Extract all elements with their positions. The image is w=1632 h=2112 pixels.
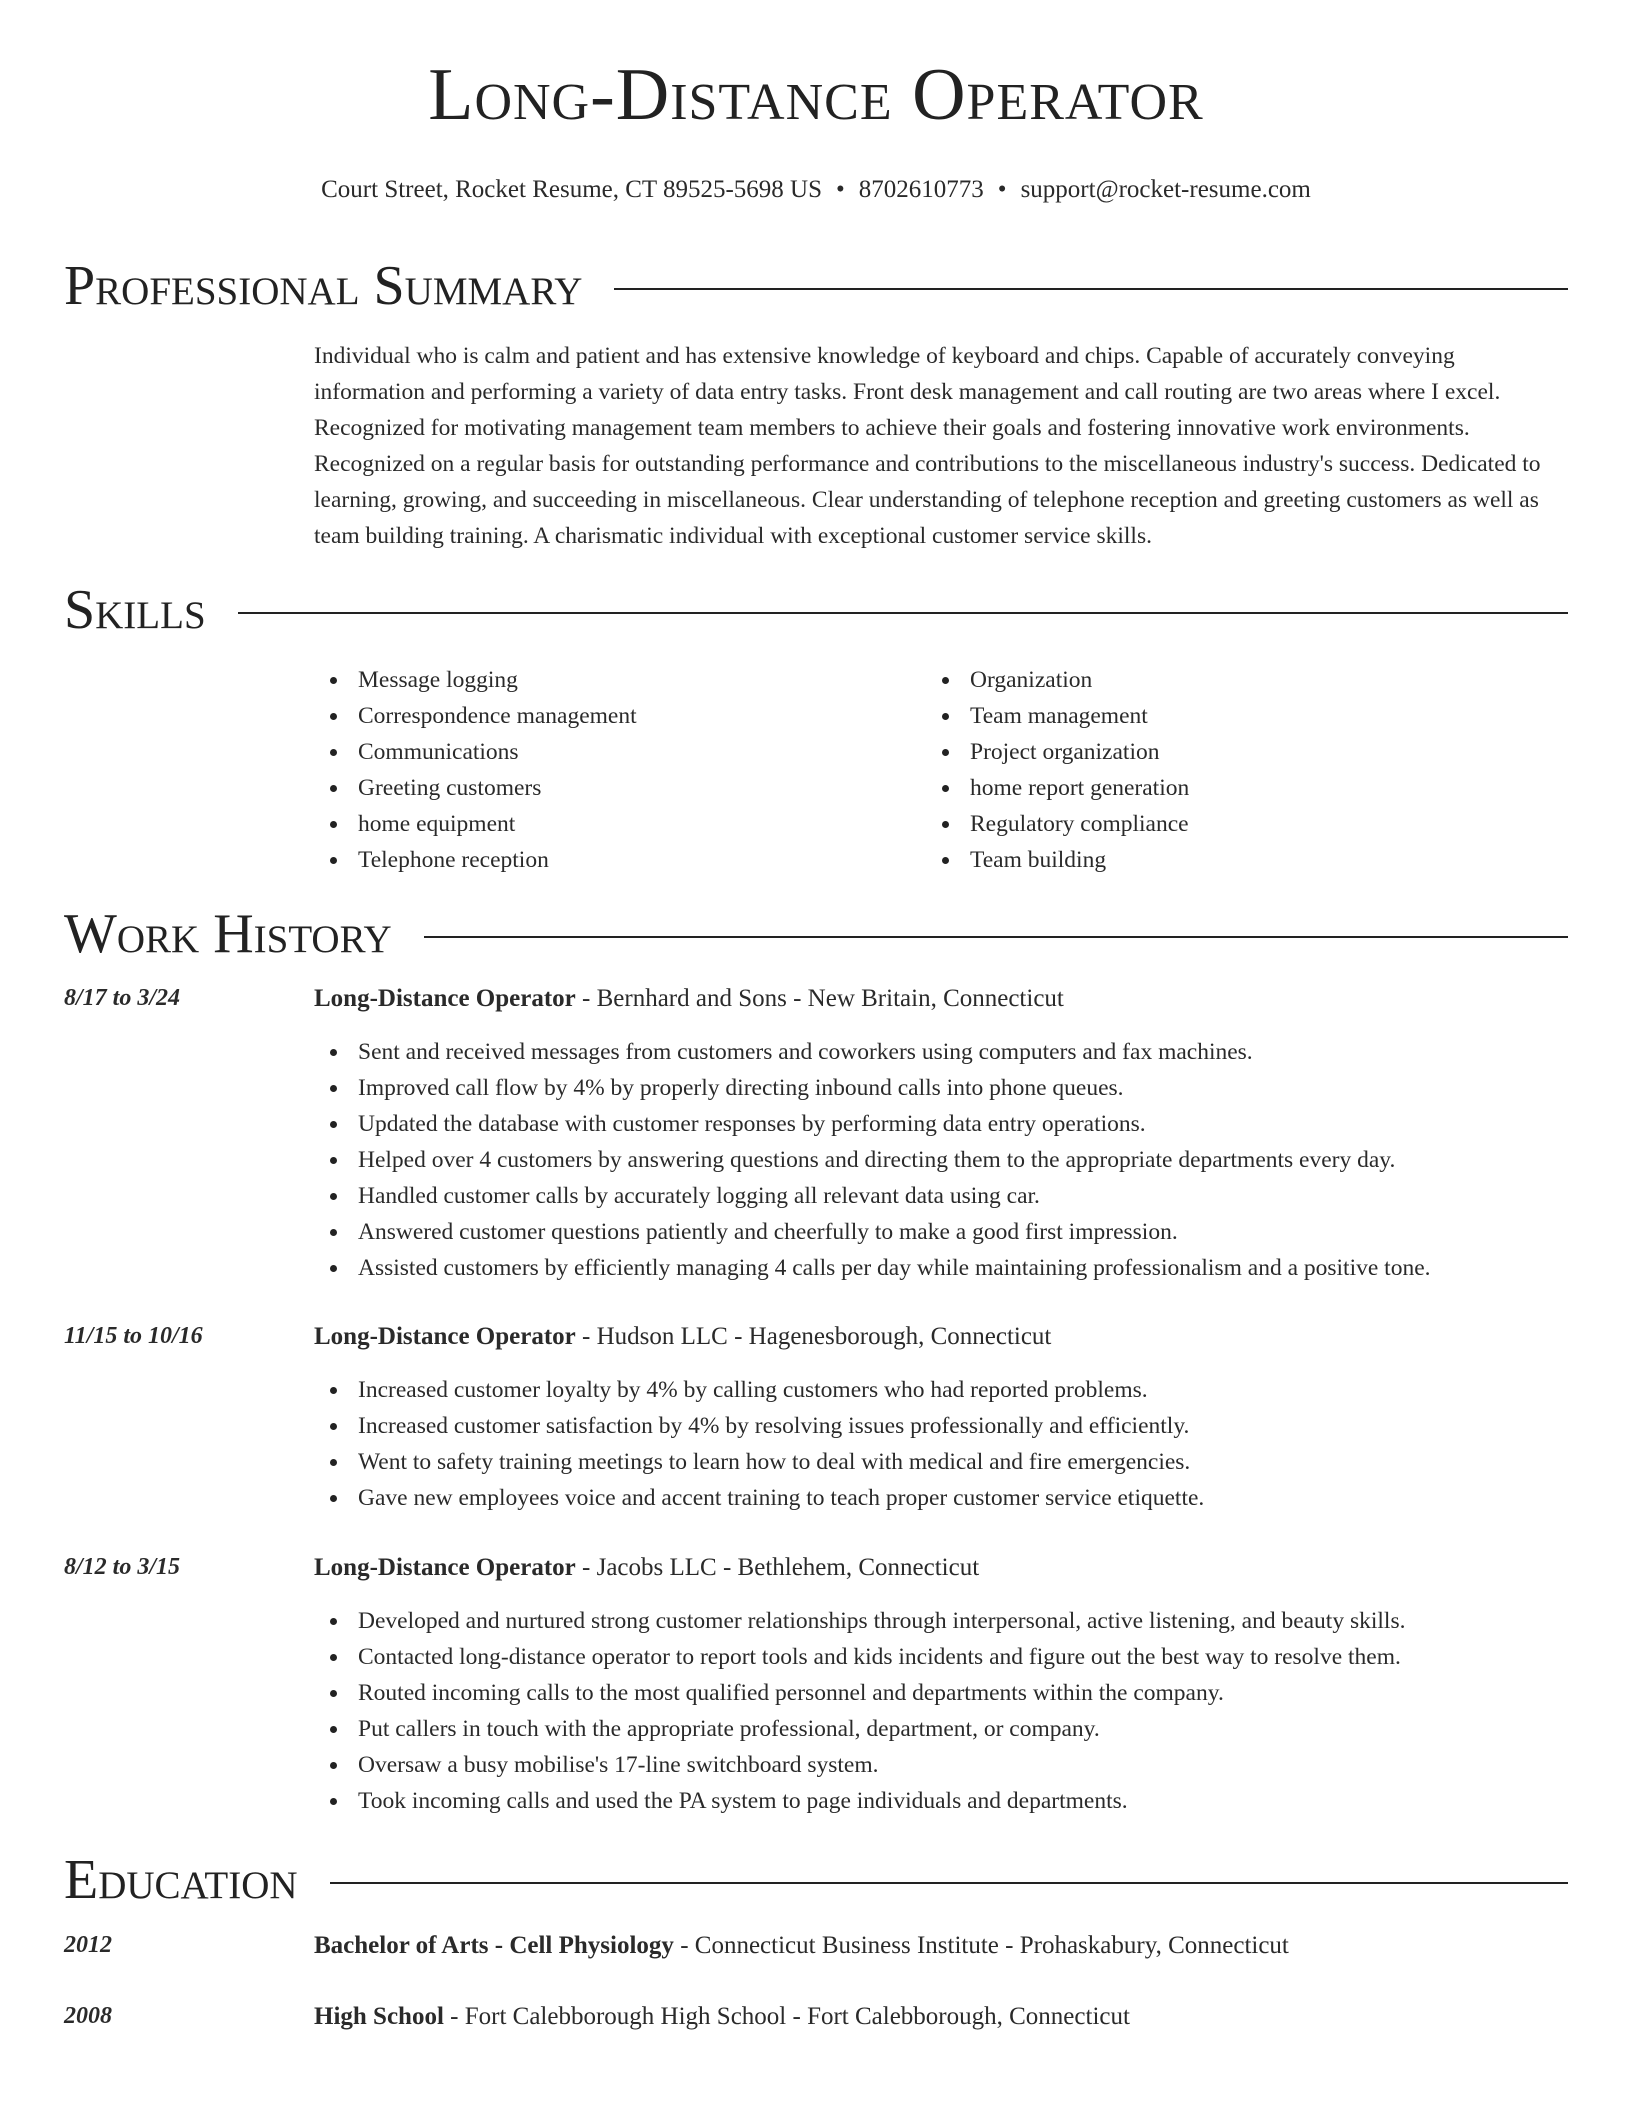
contact-line (64, 175, 1568, 205)
bullet-icon (330, 1121, 337, 1128)
job-bullet: Answered customer questions patiently and cheerfully to make a good first impression. (314, 1214, 1568, 1250)
summary-heading: Professional Summary (64, 255, 583, 317)
bullet-icon (942, 821, 949, 828)
skill-item: Telephone reception (314, 842, 637, 878)
job-bullet-list (314, 1603, 1568, 1819)
job-bullet: Assisted customers by efficiently managing 4 calls per day while maintaining professionalism and a positive tone. (314, 1250, 1568, 1286)
bullet-icon (330, 713, 337, 720)
education-degree: Bachelor of Arts - Cell Physiology (314, 1932, 674, 1959)
bullet-icon (330, 1157, 337, 1164)
skill-item: Organization (926, 662, 1189, 698)
job-details: - Bernhard and Sons - New Britain, Connecticut (575, 985, 1064, 1012)
contact-separator: • (836, 176, 845, 203)
section-divider (330, 1882, 1568, 1884)
skill-item: Message logging (314, 662, 637, 698)
job-title (314, 1553, 979, 1583)
job-dates: 8/12 to 3/15 (64, 1554, 181, 1580)
skills-heading: Skills (64, 579, 206, 641)
bullet-icon (330, 1265, 337, 1272)
job-dates: 8/17 to 3/24 (64, 985, 181, 1011)
job-bullet: Put callers in touch with the appropriate professional, department, or company. (314, 1711, 1568, 1747)
education-details: - Fort Calebborough High School - Fort Calebborough, Connecticut (443, 2003, 1130, 2030)
job-title (314, 984, 1064, 1014)
job-role: Long-Distance Operator (314, 1554, 576, 1581)
skills-list-right (926, 662, 1189, 878)
bullet-icon (330, 857, 337, 864)
contact-phone: 8702610773 (858, 176, 984, 203)
bullet-icon (330, 1085, 337, 1092)
job-bullet: Oversaw a busy mobilise's 17-line switchboard system. (314, 1747, 1568, 1783)
bullet-icon (330, 821, 337, 828)
section-divider (614, 288, 1568, 290)
bullet-icon (330, 1459, 337, 1466)
bullet-icon (330, 677, 337, 684)
job-bullet: Went to safety training meetings to learn how to deal with medical and fire emergencies. (314, 1444, 1568, 1480)
bullet-icon (330, 1618, 337, 1625)
job-bullet: Routed incoming calls to the most qualified personnel and departments within the company. (314, 1675, 1568, 1711)
skill-item: Greeting customers (314, 770, 637, 806)
bullet-icon (330, 749, 337, 756)
job-bullet: Increased customer satisfaction by 4% by resolving issues professionally and efficiently. (314, 1408, 1568, 1444)
contact-address: Court Street, Rocket Resume, CT 89525-5698 US (321, 176, 823, 203)
skill-item: home equipment (314, 806, 637, 842)
job-bullet: Helped over 4 customers by answering questions and directing them to the appropriate departments every day. (314, 1142, 1568, 1178)
skills-section-header (64, 579, 1568, 641)
skill-item: Team building (926, 842, 1189, 878)
bullet-icon (942, 677, 949, 684)
job-bullet: Gave new employees voice and accent training to teach proper customer service etiquette. (314, 1480, 1568, 1516)
candidate-name: Long-Distance Operator (428, 54, 1204, 136)
skills-list-left (314, 662, 637, 878)
skill-item: Regulatory compliance (926, 806, 1189, 842)
job-details: - Hudson LLC - Hagenesborough, Connecticut (575, 1323, 1052, 1350)
bullet-icon (330, 1798, 337, 1805)
summary-section-header (64, 255, 1568, 317)
job-details: - Jacobs LLC - Bethlehem, Connecticut (575, 1554, 980, 1581)
job-bullet: Took incoming calls and used the PA system to page individuals and departments. (314, 1783, 1568, 1819)
bullet-icon (330, 1654, 337, 1661)
job-bullet: Updated the database with customer responses by performing data entry operations. (314, 1106, 1568, 1142)
education-entry (314, 1931, 1289, 1961)
education-section-header (64, 1849, 1568, 1911)
bullet-icon (942, 749, 949, 756)
section-divider (424, 936, 1568, 938)
skill-item: Correspondence management (314, 698, 637, 734)
education-year: 2012 (64, 1932, 112, 1958)
bullet-icon (330, 1495, 337, 1502)
job-bullet-list (314, 1372, 1568, 1516)
bullet-icon (330, 1229, 337, 1236)
education-entry (314, 2002, 1130, 2032)
education-heading: Education (64, 1849, 298, 1911)
job-role: Long-Distance Operator (314, 985, 576, 1012)
job-title (314, 1322, 1051, 1352)
job-role: Long-Distance Operator (314, 1323, 576, 1350)
bullet-icon (942, 785, 949, 792)
bullet-icon (330, 1690, 337, 1697)
bullet-icon (942, 857, 949, 864)
work-heading: Work History (64, 903, 392, 965)
bullet-icon (330, 1726, 337, 1733)
job-dates: 11/15 to 10/16 (64, 1323, 203, 1349)
bullet-icon (330, 1193, 337, 1200)
education-degree: High School (314, 2003, 444, 2030)
summary-text: Individual who is calm and patient and has extensive knowledge of keyboard and chips. Capable of accurately conveying information and performing a variety of data entry tasks. Front desk management and call routing are two areas where I excel. Recognized for motivating management team members to achieve their goals and fostering innovative work environments. Recognized on a regular basis for outstanding performance and contributions to the miscellaneous industry's success. Dedicated to learning, growing, and succeeding in miscellaneous. Clear understanding of telephone reception and greeting customers as well as team building training. A charismatic individual with exceptional customer service skills. (314, 343, 1541, 549)
contact-email: support@rocket-resume.com (1020, 176, 1311, 203)
skill-item: Communications (314, 734, 637, 770)
education-year: 2008 (64, 2003, 112, 2029)
work-section-header (64, 903, 1568, 965)
bullet-icon (330, 1762, 337, 1769)
job-bullet: Improved call flow by 4% by properly directing inbound calls into phone queues. (314, 1070, 1568, 1106)
bullet-icon (942, 713, 949, 720)
job-bullet: Increased customer loyalty by 4% by calling customers who had reported problems. (314, 1372, 1568, 1408)
education-details: - Connecticut Business Institute - Prohaskabury, Connecticut (673, 1932, 1289, 1959)
bullet-icon (330, 785, 337, 792)
bullet-icon (330, 1423, 337, 1430)
skill-item: Team management (926, 698, 1189, 734)
job-bullet: Contacted long-distance operator to report tools and kids incidents and figure out the best way to resolve them. (314, 1639, 1568, 1675)
bullet-icon (330, 1387, 337, 1394)
job-bullet: Developed and nurtured strong customer relationships through interpersonal, active listening, and beauty skills. (314, 1603, 1568, 1639)
job-bullet-list (314, 1034, 1568, 1286)
skill-item: Project organization (926, 734, 1189, 770)
contact-separator: • (997, 176, 1007, 203)
section-divider (238, 612, 1568, 614)
job-bullet: Handled customer calls by accurately logging all relevant data using car. (314, 1178, 1568, 1214)
bullet-icon (330, 1049, 337, 1056)
skill-item: home report generation (926, 770, 1189, 806)
job-bullet: Sent and received messages from customers and coworkers using computers and fax machines. (314, 1034, 1568, 1070)
